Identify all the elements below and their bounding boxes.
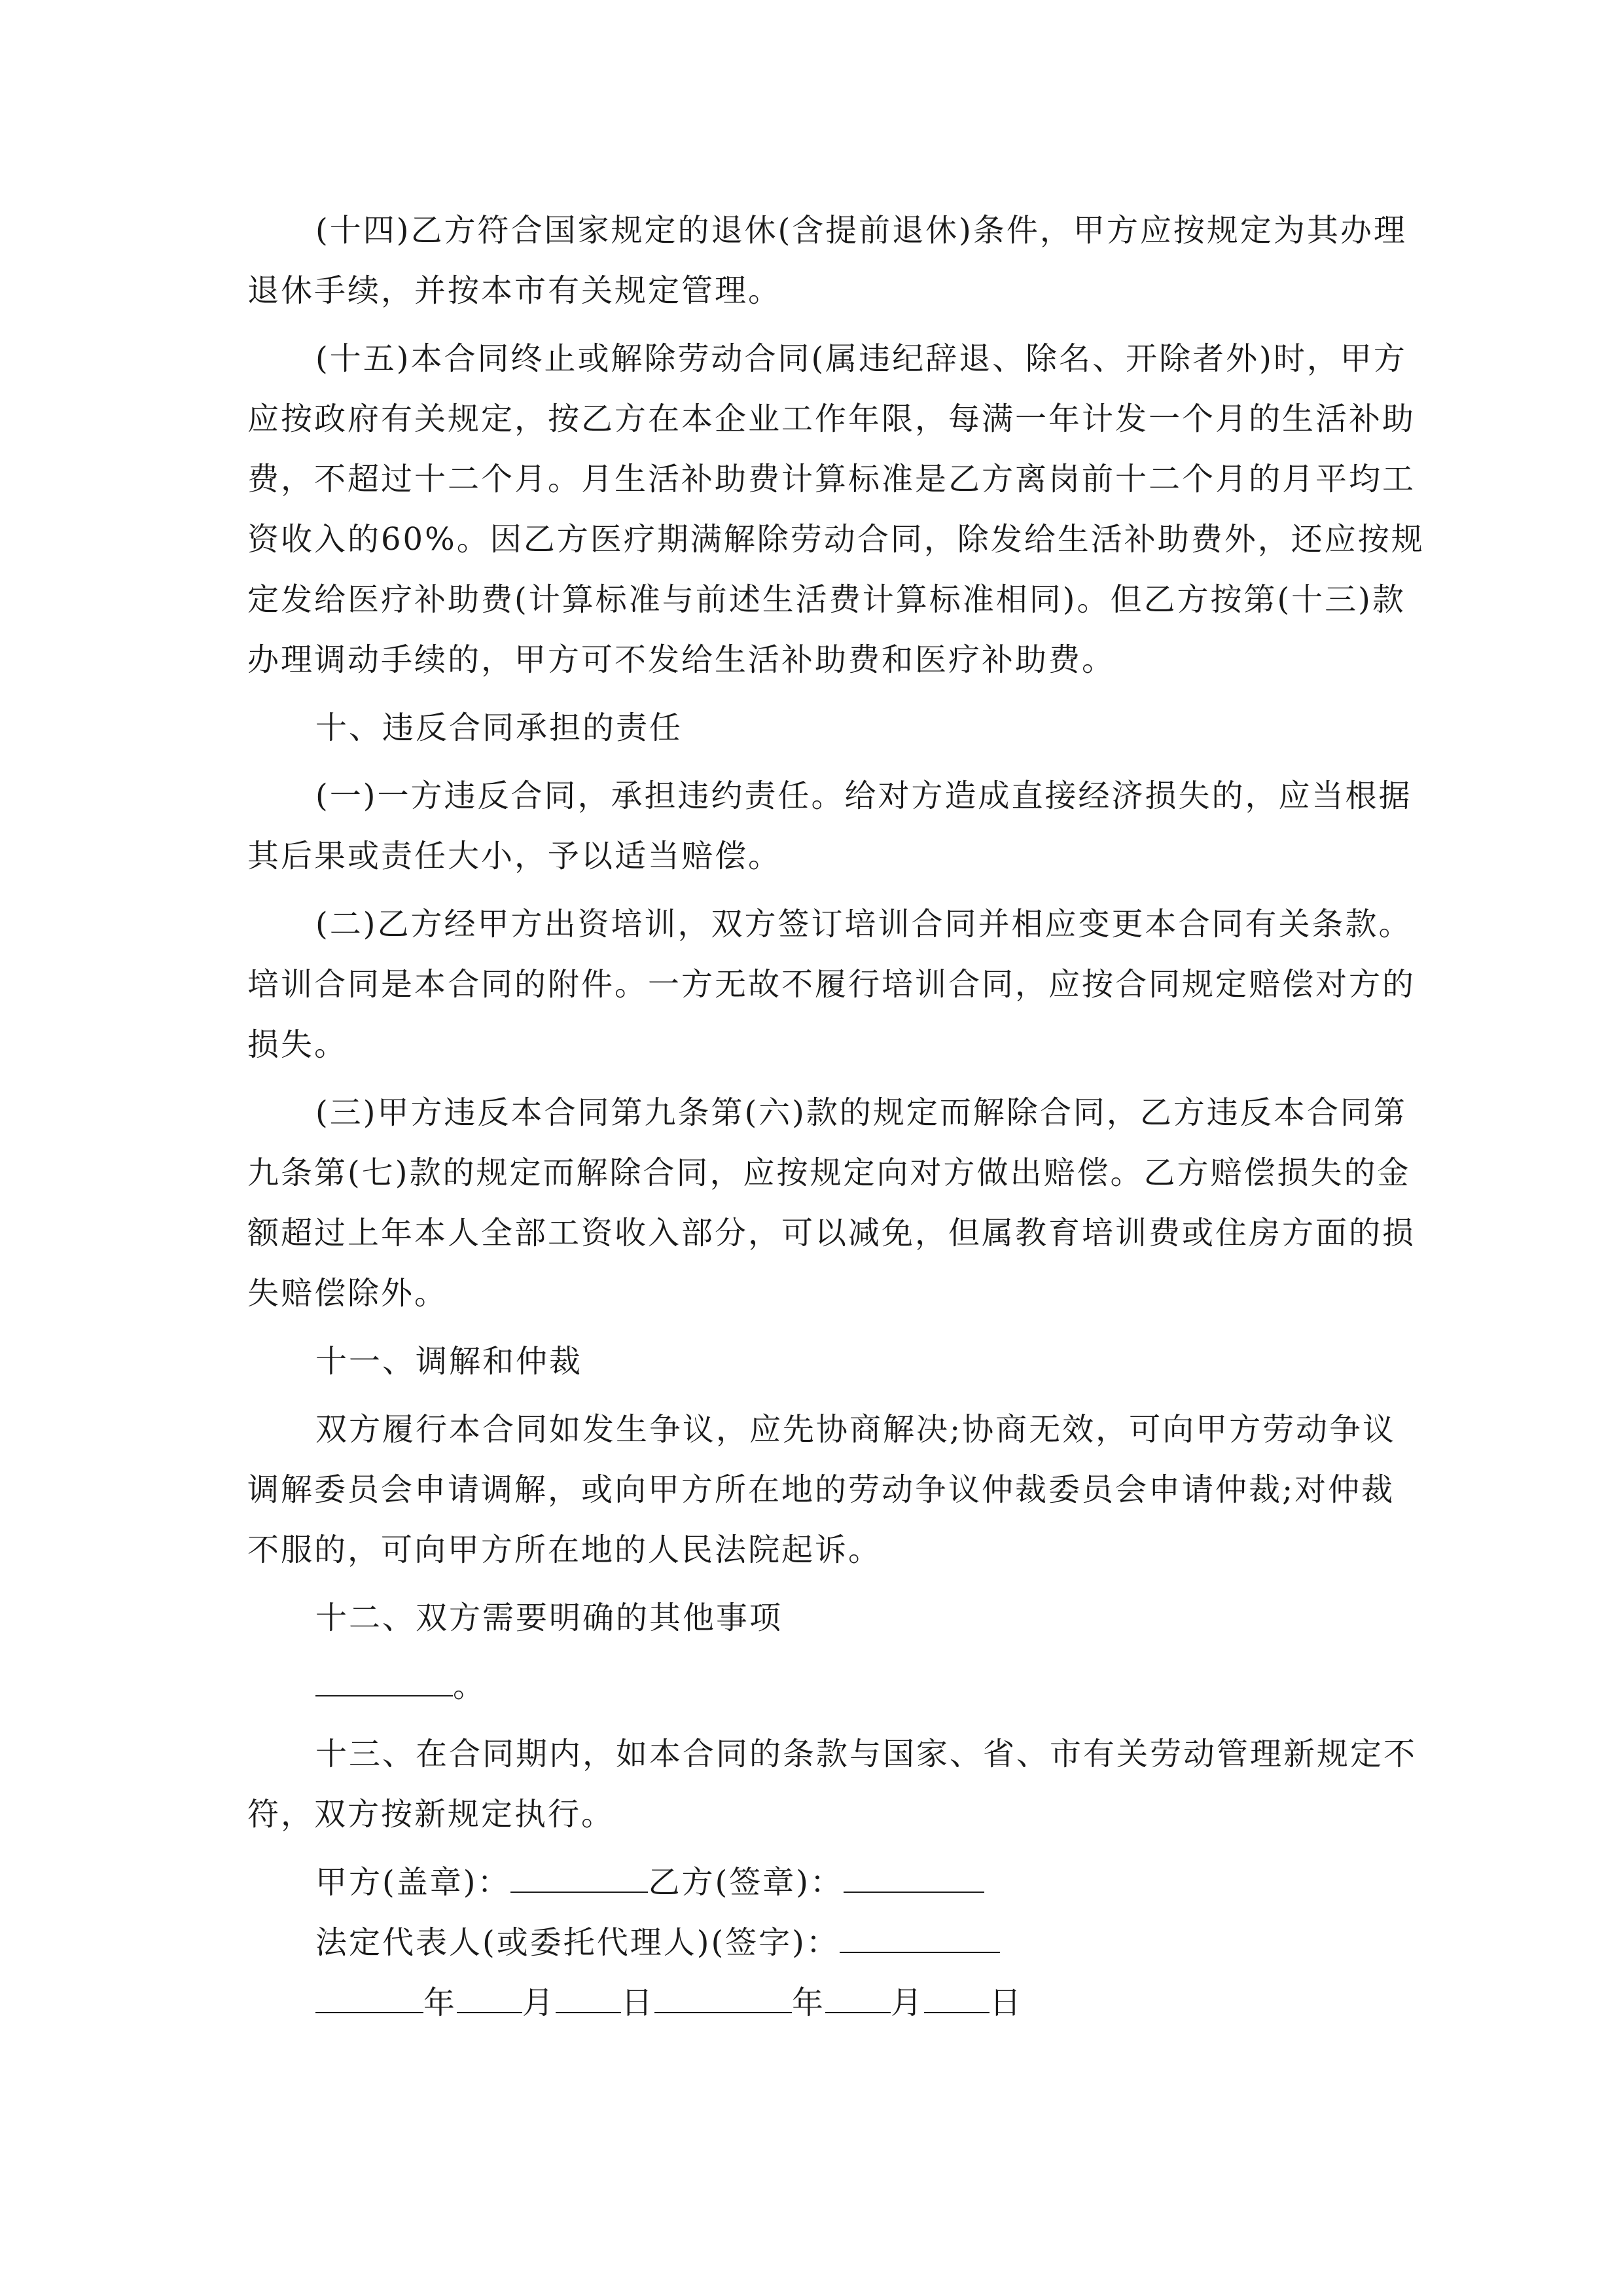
clause-15-line-1: (十五)本合同终止或解除劳动合同(属违纪辞退、除名、开除者外)时，甲方 bbox=[315, 340, 1407, 377]
section-10-item-3-line-3: 额超过上年本人全部工资收入部分，可以减免，但属教育培训费或住房方面的损 bbox=[247, 1215, 1416, 1251]
section-10-item-1-line-2: 其后果或责任大小，予以适当赔偿。 bbox=[247, 838, 782, 874]
section-11-para-line-3: 不服的，可向甲方所在地的人民法院起诉。 bbox=[247, 1532, 882, 1568]
section-11-para-line-2: 调解委员会申请调解，或向甲方所在地的劳动争议仲裁委员会申请仲裁;对仲裁 bbox=[247, 1471, 1395, 1508]
blank-underline bbox=[315, 1666, 453, 1696]
clause-14-line-2: 退休手续，并按本市有关规定管理。 bbox=[247, 272, 782, 309]
clause-15-line-3: 费，不超过十二个月。月生活补助费计算标准是乙方离岗前十二个月的月平均工 bbox=[247, 461, 1416, 497]
section-10-item-2-line-1: (二)乙方经甲方出资培训，双方签订培训合同并相应变更本合同有关条款。 bbox=[315, 906, 1412, 942]
clause-15-line-2: 应按政府有关规定，按乙方在本企业工作年限，每满一年计发一个月的生活补助 bbox=[247, 401, 1416, 437]
section-10-item-2-line-3: 损失。 bbox=[247, 1026, 348, 1063]
section-11-heading: 十一、调解和仲裁 bbox=[315, 1343, 583, 1380]
date-b-year-blank bbox=[654, 1983, 792, 2013]
date-b-month-blank bbox=[825, 1983, 891, 2013]
rep-label: 法定代表人(或委托代理人)(签字)： bbox=[315, 1924, 840, 1961]
section-10-item-3-line-4: 失赔偿除外。 bbox=[247, 1275, 448, 1312]
clause-15-line-4: 资收入的60%。因乙方医疗期满解除劳动合同，除发给生活补助费外，还应按规 bbox=[247, 521, 1425, 558]
party-b-label: 乙方(签章)： bbox=[648, 1864, 844, 1901]
party-a-blank bbox=[510, 1863, 648, 1893]
signature-date-line: 年 月 日 年 月 日 bbox=[315, 1983, 1023, 2022]
section-10-item-2-line-2: 培训合同是本合同的附件。一方无故不履行培训合同，应按合同规定赔偿对方的 bbox=[247, 966, 1416, 1003]
clause-15-line-6: 办理调动手续的，甲方可不发给生活补助费和医疗补助费。 bbox=[247, 641, 1116, 678]
date-a-year-blank bbox=[315, 1983, 423, 2013]
party-a-label: 甲方(盖章)： bbox=[315, 1864, 511, 1901]
signature-rep-line bbox=[315, 1923, 1000, 1962]
date-b-day-blank bbox=[924, 1983, 990, 2013]
section-12-blank-line: 。 bbox=[315, 1666, 486, 1706]
section-11-para-line-1: 双方履行本合同如发生争议，应先协商解决;协商无效，可向甲方劳动争议 bbox=[315, 1411, 1397, 1448]
section-10-item-3-line-1: (三)甲方违反本合同第九条第(六)款的规定而解除合同，乙方违反本合同第 bbox=[315, 1094, 1407, 1131]
rep-blank bbox=[840, 1923, 1000, 1953]
section-13-line-2: 符，双方按新规定执行。 bbox=[247, 1796, 615, 1833]
section-12-heading: 十二、双方需要明确的其他事项 bbox=[315, 1600, 783, 1636]
section-10-heading: 十、违反合同承担的责任 bbox=[315, 709, 683, 746]
signature-party-line bbox=[315, 1863, 984, 1902]
clause-15-line-5: 定发给医疗补助费(计算标准与前述生活费计算标准相同)。但乙方按第(十三)款 bbox=[247, 581, 1406, 618]
date-a-day-blank bbox=[556, 1983, 621, 2013]
clause-14-line-1: (十四)乙方符合国家规定的退休(含提前退休)条件，甲方应按规定为其办理 bbox=[315, 212, 1407, 249]
party-b-blank bbox=[844, 1863, 984, 1893]
section-13-line-1: 十三、在合同期内，如本合同的条款与国家、省、市有关劳动管理新规定不 bbox=[315, 1736, 1418, 1772]
section-10-item-1-line-1: (一)一方违反合同，承担违约责任。给对方造成直接经济损失的，应当根据 bbox=[315, 778, 1412, 814]
section-10-item-3-line-2: 九条第(七)款的规定而解除合同，应按规定向对方做出赔偿。乙方赔偿损失的金 bbox=[247, 1155, 1411, 1191]
date-a-month-blank bbox=[457, 1983, 522, 2013]
